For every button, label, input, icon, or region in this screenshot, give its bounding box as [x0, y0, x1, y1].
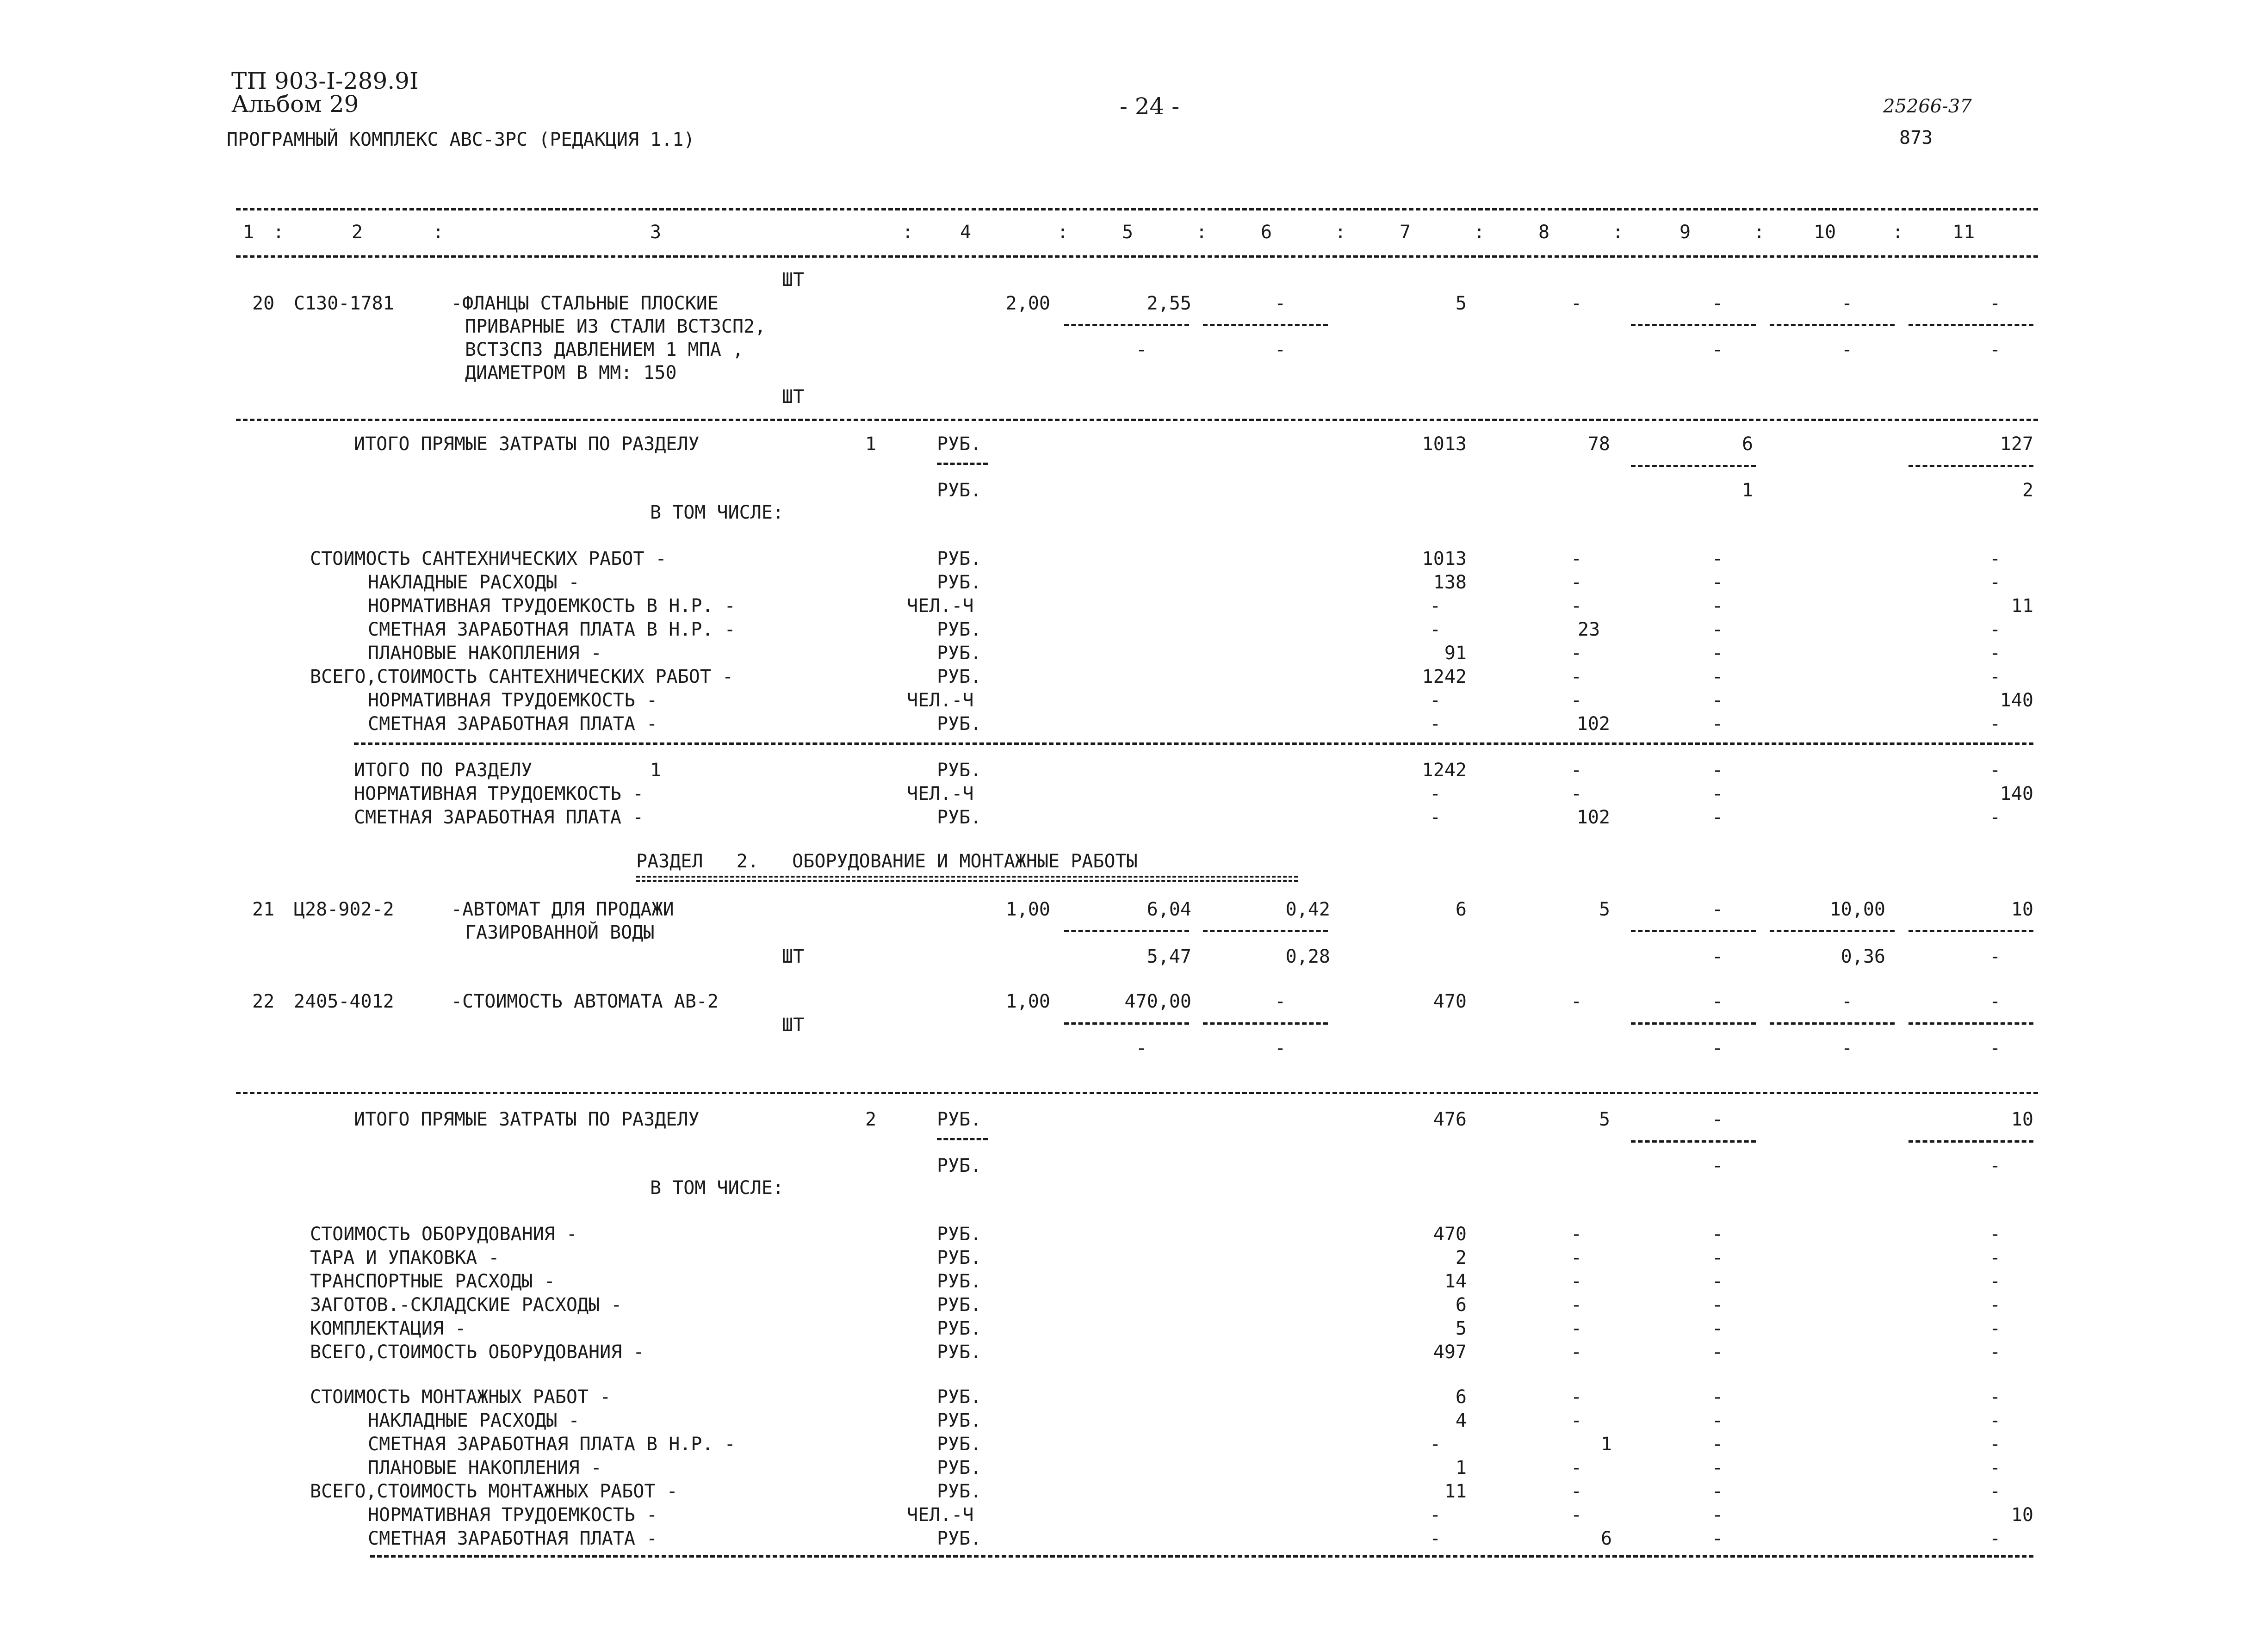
cell-c10: 10,00 [1829, 899, 1885, 920]
row-label: СМЕТНАЯ ЗАРАБОТНАЯ ПЛАТА - [368, 713, 658, 735]
unit-label: ШТ [782, 386, 805, 408]
cell-c9: - [1712, 783, 1723, 804]
row-label: ВСЕГО,СТОИМОСТЬ МОНТАЖНЫХ РАБОТ - [310, 1481, 678, 1502]
cell-c7: - [1430, 1434, 1441, 1455]
doc-code: ТП 903-І-289.9І [231, 68, 419, 94]
cell-c7: 11 [1444, 1481, 1467, 1502]
unit-label: РУБ. [937, 1294, 982, 1316]
cell-divider [1909, 1022, 2033, 1025]
cell-c9: - [1712, 1224, 1723, 1245]
cell-divider [1909, 1140, 2033, 1143]
row-label: КОМПЛЕКТАЦИЯ - [310, 1318, 466, 1339]
sheet-number: 873 [1899, 127, 1933, 148]
cell-divider [1631, 1140, 1756, 1143]
unit-label: РУБ. [937, 619, 982, 640]
cell-c9: - [1712, 339, 1723, 360]
cell-c9: - [1712, 1481, 1723, 1502]
row-label: НОРМАТИВНАЯ ТРУДОЕМКОСТЬ В Н.Р. - [368, 595, 736, 617]
divider [236, 419, 2038, 421]
cell-divider [1064, 324, 1189, 326]
cell-c8: - [1571, 293, 1582, 314]
cell-c11: 11 [2011, 595, 2033, 617]
unit-label: РУБ. [937, 760, 982, 781]
col-10: 10 [1814, 222, 1836, 243]
cell-c6: - [1275, 1038, 1286, 1059]
cell-c9: - [1712, 899, 1723, 920]
cell-divider [1203, 324, 1328, 326]
unit-label: ЧЕЛ.-Ч [907, 783, 974, 804]
cell-c11: - [1989, 760, 2001, 781]
unit-label: РУБ. [937, 1109, 982, 1130]
cell-c7: 1013 [1422, 433, 1467, 455]
cell-divider [1631, 324, 1756, 326]
cell-c9: - [1712, 1410, 1723, 1431]
col-3: 3 [650, 222, 662, 243]
cell-c8: 1 [1601, 1434, 1612, 1455]
including-heading: В ТОМ ЧИСЛЕ: [650, 1177, 784, 1199]
cell-c7: 6 [1455, 899, 1467, 920]
cell-c9: - [1712, 1294, 1723, 1316]
cell-c11: - [1989, 1224, 2001, 1245]
cell-c9: - [1712, 713, 1723, 735]
cell-c7: 470 [1433, 1224, 1467, 1245]
cell-c8: - [1571, 1342, 1582, 1363]
cell-c8: - [1571, 760, 1582, 781]
col-2: 2 [352, 222, 363, 243]
unit-label: ЧЕЛ.-Ч [907, 595, 974, 617]
total-label: ИТОГО ПРЯМЫЕ ЗАТРАТЫ ПО РАЗДЕЛУ [354, 433, 700, 455]
cell-c11: - [1989, 1155, 2001, 1176]
cell-c7: - [1430, 690, 1441, 711]
cell-c7: 5 [1455, 1318, 1467, 1339]
cell-c7: 1242 [1422, 760, 1467, 781]
cell-c8: - [1571, 643, 1582, 664]
row-label: ПЛАНОВЫЕ НАКОПЛЕНИЯ - [368, 643, 602, 664]
cell-c8: - [1571, 1271, 1582, 1292]
row-label: СМЕТНАЯ ЗАРАБОТНАЯ ПЛАТА - [354, 807, 644, 828]
cell-c11: - [1989, 1318, 2001, 1339]
cell-c9: - [1712, 1342, 1723, 1363]
section-2-title: РАЗДЕЛ 2. ОБОРУДОВАНИЕ И МОНТАЖНЫЕ РАБОТЫ [636, 851, 1138, 872]
divider [236, 1092, 2038, 1094]
cell-c7: - [1430, 783, 1441, 804]
price-code: 2405-4012 [294, 991, 394, 1012]
cell-c6: 0,28 [1285, 946, 1330, 967]
cell-c5: - [1136, 339, 1147, 360]
cell-c7: - [1430, 1504, 1441, 1526]
quantity: 1,00 [1005, 991, 1050, 1012]
cell-divider [1909, 465, 2033, 467]
unit-label: РУБ. [937, 1386, 982, 1408]
cell-c7: 497 [1433, 1342, 1467, 1363]
cell-c9: - [1712, 1038, 1723, 1059]
unit-label: ШТ [782, 946, 805, 967]
cell-c5: 2,55 [1146, 293, 1191, 314]
row-label: ТРАНСПОРТНЫЕ РАСХОДЫ - [310, 1271, 555, 1292]
cell-c8: - [1571, 1224, 1582, 1245]
unit-label: РУБ. [937, 1155, 982, 1176]
col-separator: : [902, 222, 914, 243]
cell-c11: - [1989, 1528, 2001, 1549]
unit-label: РУБ. [937, 1271, 982, 1292]
cell-c7: 1 [1455, 1457, 1467, 1478]
cell-c11: - [1989, 1294, 2001, 1316]
col-separator: : [1196, 222, 1208, 243]
cell-c8: - [1571, 783, 1582, 804]
row-label: НОРМАТИВНАЯ ТРУДОЕМКОСТЬ - [368, 690, 658, 711]
cell-c8: 78 [1587, 433, 1610, 455]
cell-c8: - [1571, 572, 1582, 593]
cell-c9: - [1712, 760, 1723, 781]
cell-c5: 5,47 [1146, 946, 1191, 967]
cell-c11: - [1989, 1481, 2001, 1502]
cell-c9: - [1712, 1434, 1723, 1455]
cell-c8: - [1571, 1410, 1582, 1431]
row-label: СМЕТНАЯ ЗАРАБОТНАЯ ПЛАТА В Н.Р. - [368, 1434, 736, 1455]
cell-c9: - [1712, 666, 1723, 687]
unit-label: РУБ. [937, 1434, 982, 1455]
cell-c11: - [1989, 643, 2001, 664]
cell-c7: 476 [1433, 1109, 1467, 1130]
cell-c10: - [1841, 339, 1853, 360]
quantity: 1,00 [1005, 899, 1050, 920]
cell-c11: 10 [2011, 1504, 2033, 1526]
col-separator: : [273, 222, 285, 243]
cell-c7: 1242 [1422, 666, 1467, 687]
unit-label: РУБ. [937, 480, 982, 501]
cell-c7: 2 [1455, 1247, 1467, 1268]
cell-c11: - [1989, 713, 2001, 735]
total-label: ИТОГО ПРЯМЫЕ ЗАТРАТЫ ПО РАЗДЕЛУ [354, 1109, 700, 1130]
row-label: ПЛАНОВЫЕ НАКОПЛЕНИЯ - [368, 1457, 602, 1478]
section-number: 1 [865, 433, 877, 455]
unit-label: РУБ. [937, 1224, 982, 1245]
cell-c8: - [1571, 1318, 1582, 1339]
cell-c11: - [1989, 339, 2001, 360]
cell-c8: - [1571, 1457, 1582, 1478]
cell-divider [1631, 465, 1756, 467]
cell-c9: - [1712, 1504, 1723, 1526]
cell-c10: - [1841, 991, 1853, 1012]
section-number: 2 [865, 1109, 877, 1130]
cell-c9: - [1712, 1247, 1723, 1268]
col-separator: : [1754, 222, 1765, 243]
divider [370, 1555, 2033, 1558]
cell-c5: 470,00 [1124, 991, 1191, 1012]
row-label: СМЕТНАЯ ЗАРАБОТНАЯ ПЛАТА - [368, 1528, 658, 1549]
row-label: НАКЛАДНЫЕ РАСХОДЫ - [368, 1410, 580, 1431]
price-code: Ц28-902-2 [294, 899, 394, 920]
cell-c10: 0,36 [1840, 946, 1885, 967]
cell-c8: - [1571, 666, 1582, 687]
cell-c8: - [1571, 1247, 1582, 1268]
col-11: 11 [1952, 222, 1975, 243]
quantity: 2,00 [1005, 293, 1050, 314]
row-label: ИТОГО ПО РАЗДЕЛУ [354, 760, 533, 781]
cell-c11: - [1989, 1457, 2001, 1478]
col-6: 6 [1261, 222, 1272, 243]
unit-label: РУБ. [937, 1457, 982, 1478]
cell-c11: - [1989, 1038, 2001, 1059]
cell-c8: 6 [1601, 1528, 1612, 1549]
cell-c11: - [1989, 1434, 2001, 1455]
cell-c9: - [1712, 1528, 1723, 1549]
cell-c11: 127 [2000, 433, 2033, 455]
cell-c11: - [1989, 807, 2001, 828]
unit-label: ЧЕЛ.-Ч [907, 1504, 974, 1526]
unit-label: РУБ. [937, 1318, 982, 1339]
divider [236, 208, 2038, 210]
cell-c11: 140 [2000, 783, 2033, 804]
cell-c7: - [1430, 619, 1441, 640]
unit-label: РУБ. [937, 1528, 982, 1549]
col-separator: : [1335, 222, 1346, 243]
col-9: 9 [1679, 222, 1691, 243]
cell-c7: 4 [1455, 1410, 1467, 1431]
item-description: -ФЛАНЦЫ СТАЛЬНЫЕ ПЛОСКИЕ [451, 293, 719, 314]
row-label: СТОИМОСТЬ МОНТАЖНЫХ РАБОТ - [310, 1386, 611, 1408]
row-label: СТОИМОСТЬ САНТЕХНИЧЕСКИХ РАБОТ - [310, 548, 667, 569]
unit-label: РУБ. [937, 666, 982, 687]
row-label: ТАРА И УПАКОВКА - [310, 1247, 500, 1268]
cell-c11: - [1989, 293, 2001, 314]
cell-c8: 5 [1599, 1109, 1610, 1130]
cell-c11: 140 [2000, 690, 2033, 711]
cell-divider [1909, 324, 2033, 326]
cell-c7: 91 [1444, 643, 1467, 664]
col-separator: : [1892, 222, 1904, 243]
unit-label: ШТ [782, 1014, 805, 1036]
cell-c8: - [1571, 595, 1582, 617]
cell-c7: - [1430, 807, 1441, 828]
cell-c8: - [1571, 1386, 1582, 1408]
cell-c9: - [1712, 1109, 1723, 1130]
cell-c11: - [1989, 946, 2001, 967]
album-number: Альбом 29 [231, 91, 359, 118]
cell-c7: 470 [1433, 991, 1467, 1012]
cell-c11: - [1989, 572, 2001, 593]
cell-divider [1631, 930, 1756, 932]
divider [354, 742, 2033, 745]
cell-c7: 6 [1455, 1294, 1467, 1316]
cell-c9: - [1712, 1271, 1723, 1292]
section-number: 1 [650, 760, 662, 781]
row-label: СМЕТНАЯ ЗАРАБОТНАЯ ПЛАТА В Н.Р. - [368, 619, 736, 640]
cell-c11: - [1989, 619, 2001, 640]
cell-c11: - [1989, 1342, 2001, 1363]
col-5: 5 [1122, 222, 1134, 243]
title-underline [636, 876, 1298, 882]
cell-c9: - [1712, 619, 1723, 640]
unit-label: РУБ. [937, 433, 982, 455]
cell-c7: 1013 [1422, 548, 1467, 569]
cell-c9: - [1712, 1318, 1723, 1339]
item-description: ДИАМЕТРОМ В ММ: 150 [465, 362, 677, 383]
cell-divider [937, 463, 988, 465]
divider [236, 255, 2038, 258]
cell-c8: 23 [1578, 619, 1600, 640]
cell-c7: 138 [1433, 572, 1467, 593]
cell-c9: 6 [1742, 433, 1754, 455]
cell-divider [1203, 1022, 1328, 1025]
unit-label: РУБ. [937, 572, 982, 593]
cell-c11: - [1989, 991, 2001, 1012]
cell-c8: 102 [1576, 807, 1610, 828]
cell-divider [1770, 1022, 1895, 1025]
cell-c10: - [1841, 1038, 1853, 1059]
cell-c9: - [1712, 946, 1723, 967]
row-label: НАКЛАДНЫЕ РАСХОДЫ - [368, 572, 580, 593]
cell-c9: - [1712, 548, 1723, 569]
row-label: НОРМАТИВНАЯ ТРУДОЕМКОСТЬ - [354, 783, 644, 804]
item-description: ВСТЗСП3 ДАВЛЕНИЕМ 1 МПА , [465, 339, 744, 360]
cell-c8: - [1571, 1504, 1582, 1526]
cell-c9: - [1712, 1155, 1723, 1176]
cell-c11: - [1989, 1271, 2001, 1292]
col-separator: : [433, 222, 444, 243]
cell-c8: - [1571, 548, 1582, 569]
cell-c6: - [1275, 991, 1286, 1012]
program-name: ПРОГРАМНЫЙ КОМПЛЕКС АВС-ЗРС (РЕДАКЦИЯ 1.1) [227, 129, 695, 150]
unit-label: ШТ [782, 269, 805, 291]
cell-divider [1909, 930, 2033, 932]
doc-number: 25266-37 [1883, 96, 1972, 117]
unit-label: РУБ. [937, 1342, 982, 1363]
col-separator: : [1474, 222, 1485, 243]
cell-c7: 14 [1444, 1271, 1467, 1292]
col-7: 7 [1400, 222, 1411, 243]
cell-c9: - [1712, 1457, 1723, 1478]
unit-label: РУБ. [937, 713, 982, 735]
unit-label: РУБ. [937, 1481, 982, 1502]
cell-c7: 5 [1455, 293, 1467, 314]
cell-c9: - [1712, 991, 1723, 1012]
row-label: ЗАГОТОВ.-СКЛАДСКИЕ РАСХОДЫ - [310, 1294, 622, 1316]
cell-c11: 10 [2011, 1109, 2033, 1130]
cell-c11: 10 [2011, 899, 2033, 920]
cell-c6: - [1275, 339, 1286, 360]
cell-c11: - [1989, 666, 2001, 687]
cell-c7: - [1430, 1528, 1441, 1549]
cell-c8: - [1571, 1481, 1582, 1502]
cell-c9: 1 [1742, 480, 1754, 501]
cell-c7: - [1430, 713, 1441, 735]
cell-c7: - [1430, 595, 1441, 617]
col-separator: : [1057, 222, 1069, 243]
cell-c9: - [1712, 807, 1723, 828]
unit-label: РУБ. [937, 643, 982, 664]
col-4: 4 [960, 222, 972, 243]
price-code: С130-1781 [294, 293, 394, 314]
item-description: -СТОИМОСТЬ АВТОМАТА АВ-2 [451, 991, 719, 1012]
cell-c9: - [1712, 293, 1723, 314]
cell-c9: - [1712, 690, 1723, 711]
item-description: -АВТОМАТ ДЛЯ ПРОДАЖИ [451, 899, 674, 920]
cell-c11: - [1989, 1386, 2001, 1408]
item-description: ПРИВАРНЫЕ ИЗ СТАЛИ ВСТЗСП2, [465, 316, 766, 337]
unit-label: РУБ. [937, 548, 982, 569]
cell-c6: - [1275, 293, 1286, 314]
row-label: НОРМАТИВНАЯ ТРУДОЕМКОСТЬ - [368, 1504, 658, 1526]
row-label: ВСЕГО,СТОИМОСТЬ САНТЕХНИЧЕСКИХ РАБОТ - [310, 666, 734, 687]
item-number: 20 [252, 293, 275, 314]
page-number: - 24 - [1120, 93, 1180, 120]
cell-c9: - [1712, 643, 1723, 664]
cell-divider [937, 1138, 988, 1140]
row-label: СТОИМОСТЬ ОБОРУДОВАНИЯ - [310, 1224, 577, 1245]
cell-divider [1203, 930, 1328, 932]
cell-c11: - [1989, 1410, 2001, 1431]
cell-c11: 2 [2022, 480, 2033, 501]
cell-c7: 6 [1455, 1386, 1467, 1408]
cell-c5: 6,04 [1146, 899, 1191, 920]
cell-c8: - [1571, 1294, 1582, 1316]
col-1: 1 [243, 222, 254, 243]
including-heading: В ТОМ ЧИСЛЕ: [650, 502, 784, 523]
cell-c9: - [1712, 595, 1723, 617]
cell-divider [1064, 1022, 1189, 1025]
cell-divider [1770, 324, 1895, 326]
cell-c11: - [1989, 1247, 2001, 1268]
cell-divider [1631, 1022, 1756, 1025]
cell-c9: - [1712, 1386, 1723, 1408]
row-label: ВСЕГО,СТОИМОСТЬ ОБОРУДОВАНИЯ - [310, 1342, 644, 1363]
item-number: 22 [252, 991, 275, 1012]
cell-c8: 5 [1599, 899, 1610, 920]
cell-c8: 102 [1576, 713, 1610, 735]
unit-label: ЧЕЛ.-Ч [907, 690, 974, 711]
col-separator: : [1612, 222, 1624, 243]
col-8: 8 [1538, 222, 1550, 243]
cell-c5: - [1136, 1038, 1147, 1059]
cell-c8: - [1571, 690, 1582, 711]
cell-c6: 0,42 [1285, 899, 1330, 920]
cell-divider [1770, 930, 1895, 932]
unit-label: РУБ. [937, 807, 982, 828]
cell-divider [1064, 930, 1189, 932]
item-number: 21 [252, 899, 275, 920]
item-description: ГАЗИРОВАННОЙ ВОДЫ [465, 922, 655, 943]
cell-c8: - [1571, 991, 1582, 1012]
unit-label: РУБ. [937, 1410, 982, 1431]
cell-c11: - [1989, 548, 2001, 569]
unit-label: РУБ. [937, 1247, 982, 1268]
cell-c9: - [1712, 572, 1723, 593]
cell-c10: - [1841, 293, 1853, 314]
